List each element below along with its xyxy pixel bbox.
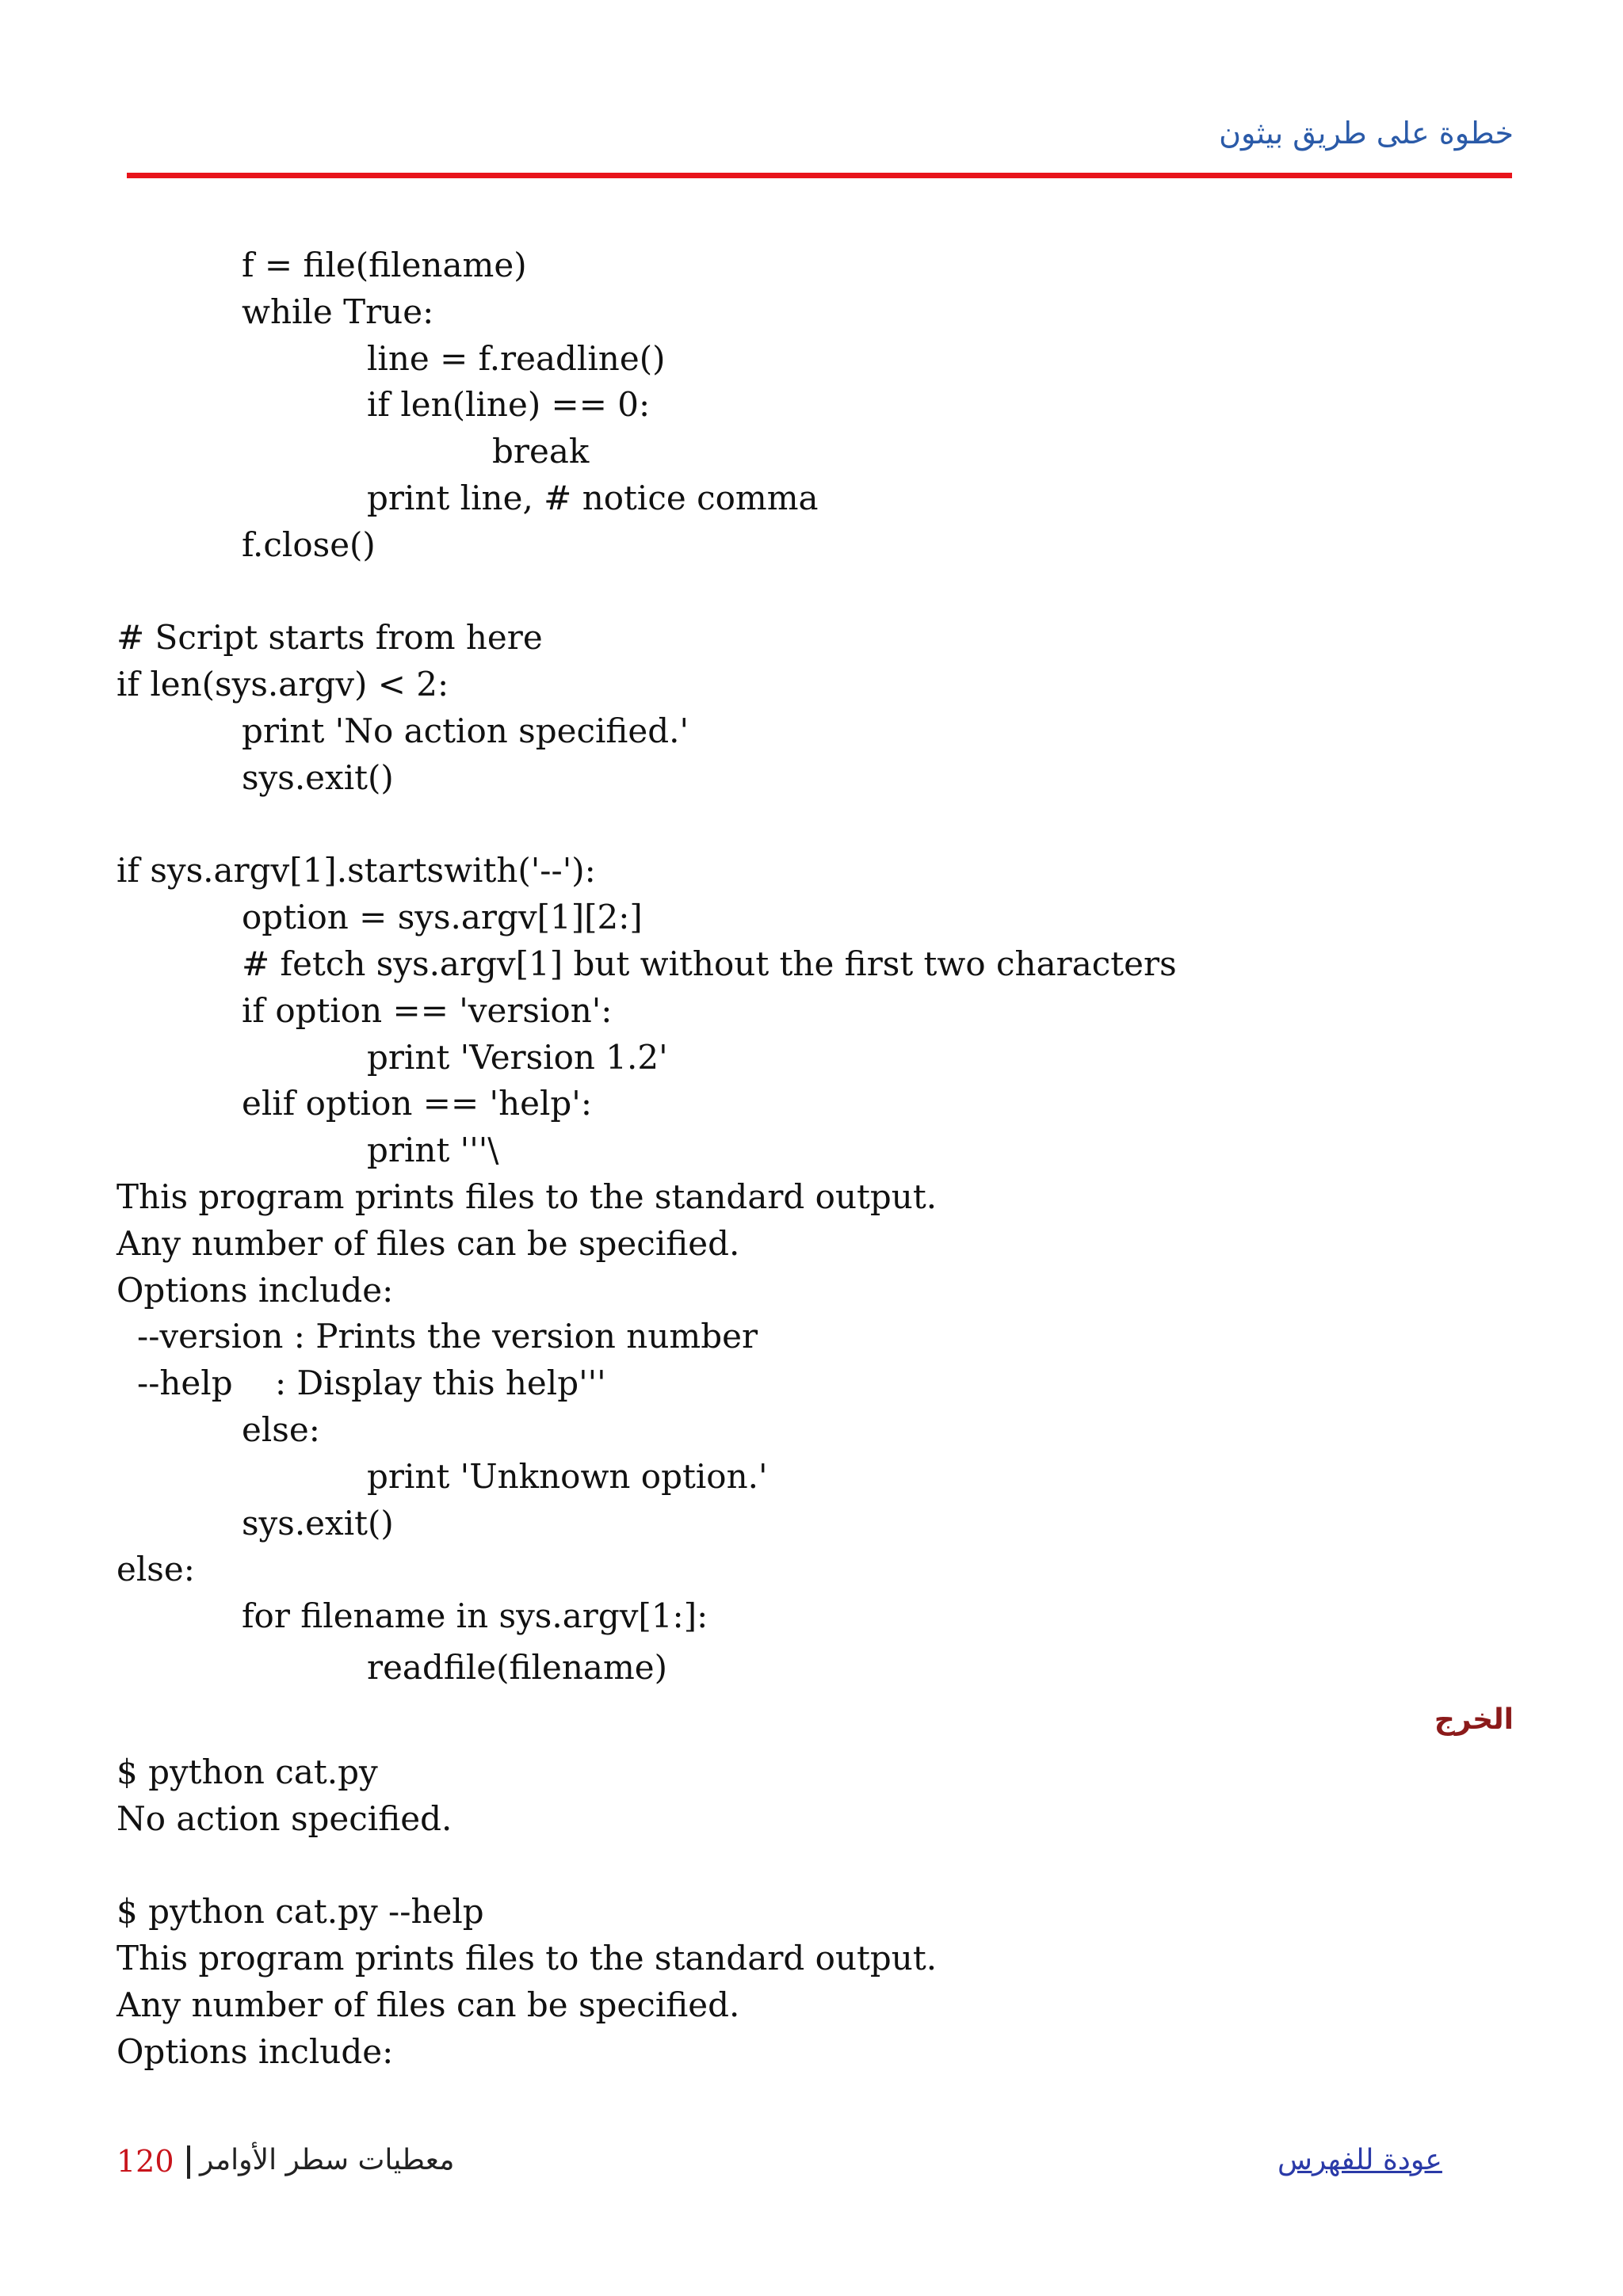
code-line: Any number of files can be specified. [116,1223,740,1263]
code-line: break [492,432,590,471]
output-line: No action specified. [116,1798,453,1838]
code-line: print line, # notice comma [367,478,819,517]
output-blank-line [116,1843,937,1890]
code-line: # Script starts from here [116,618,543,658]
code-line: readfile(filename) [367,1647,668,1687]
code-line: option = sys.argv[1][2:] [242,898,643,937]
code-line: print 'Unknown option.' [367,1456,768,1496]
code-line: print 'No action specified.' [242,711,689,750]
code-line: This program prints files to the standard output. [116,1177,938,1216]
code-line: else: [116,1550,195,1589]
code-line: # fetch sys.argv[1] but without the first two characters [242,944,1177,983]
code-line: line = f.readline() [367,338,666,378]
code-line: sys.exit() [242,1503,394,1543]
code-line: print 'Version 1.2' [367,1037,668,1077]
header-divider [127,173,1512,178]
output-line: Options include: [116,2031,394,2071]
code-line: if option == 'version': [242,990,613,1030]
code-line: while True: [242,292,434,331]
code-line: elif option == 'help': [242,1084,592,1123]
code-line: else: [242,1409,320,1449]
output-listing [116,1749,937,2076]
output-line: $ python cat.py [116,1753,378,1791]
code-line: f = file(filename) [242,246,527,284]
code-blank-line [116,802,1177,849]
code-line: --version : Prints the version number [137,1317,758,1356]
back-to-index-link[interactable]: عودة للفهرس [1277,2144,1442,2176]
code-line: Options include: [116,1270,394,1310]
code-line: if len(line) == 0: [367,385,651,425]
output-line: This program prints files to the standard output. [116,1939,938,1978]
code-line: --help : Display this help''' [137,1363,606,1403]
footer-separator [187,2145,190,2179]
code-line: f.close() [242,524,376,564]
chapter-title: معطيات سطر الأوامر [200,2144,455,2176]
code-line: if len(sys.argv) < 2: [116,665,449,704]
code-line: for filename in sys.argv[1:]: [242,1596,708,1636]
code-line: if sys.argv[1].startswith('--'): [116,851,596,891]
page-number: 120 [116,2144,174,2179]
output-line: $ python cat.py --help [116,1892,484,1932]
output-line: Any number of files can be specified. [116,1985,740,2024]
code-line: sys.exit() [242,757,394,797]
code-blank-line [116,569,1177,616]
code-line: print '''\ [367,1131,499,1170]
code-listing [116,242,1177,1691]
output-heading: الخرج [1434,1703,1514,1736]
header-title: خطوة على طريق بيثون [1219,116,1514,151]
